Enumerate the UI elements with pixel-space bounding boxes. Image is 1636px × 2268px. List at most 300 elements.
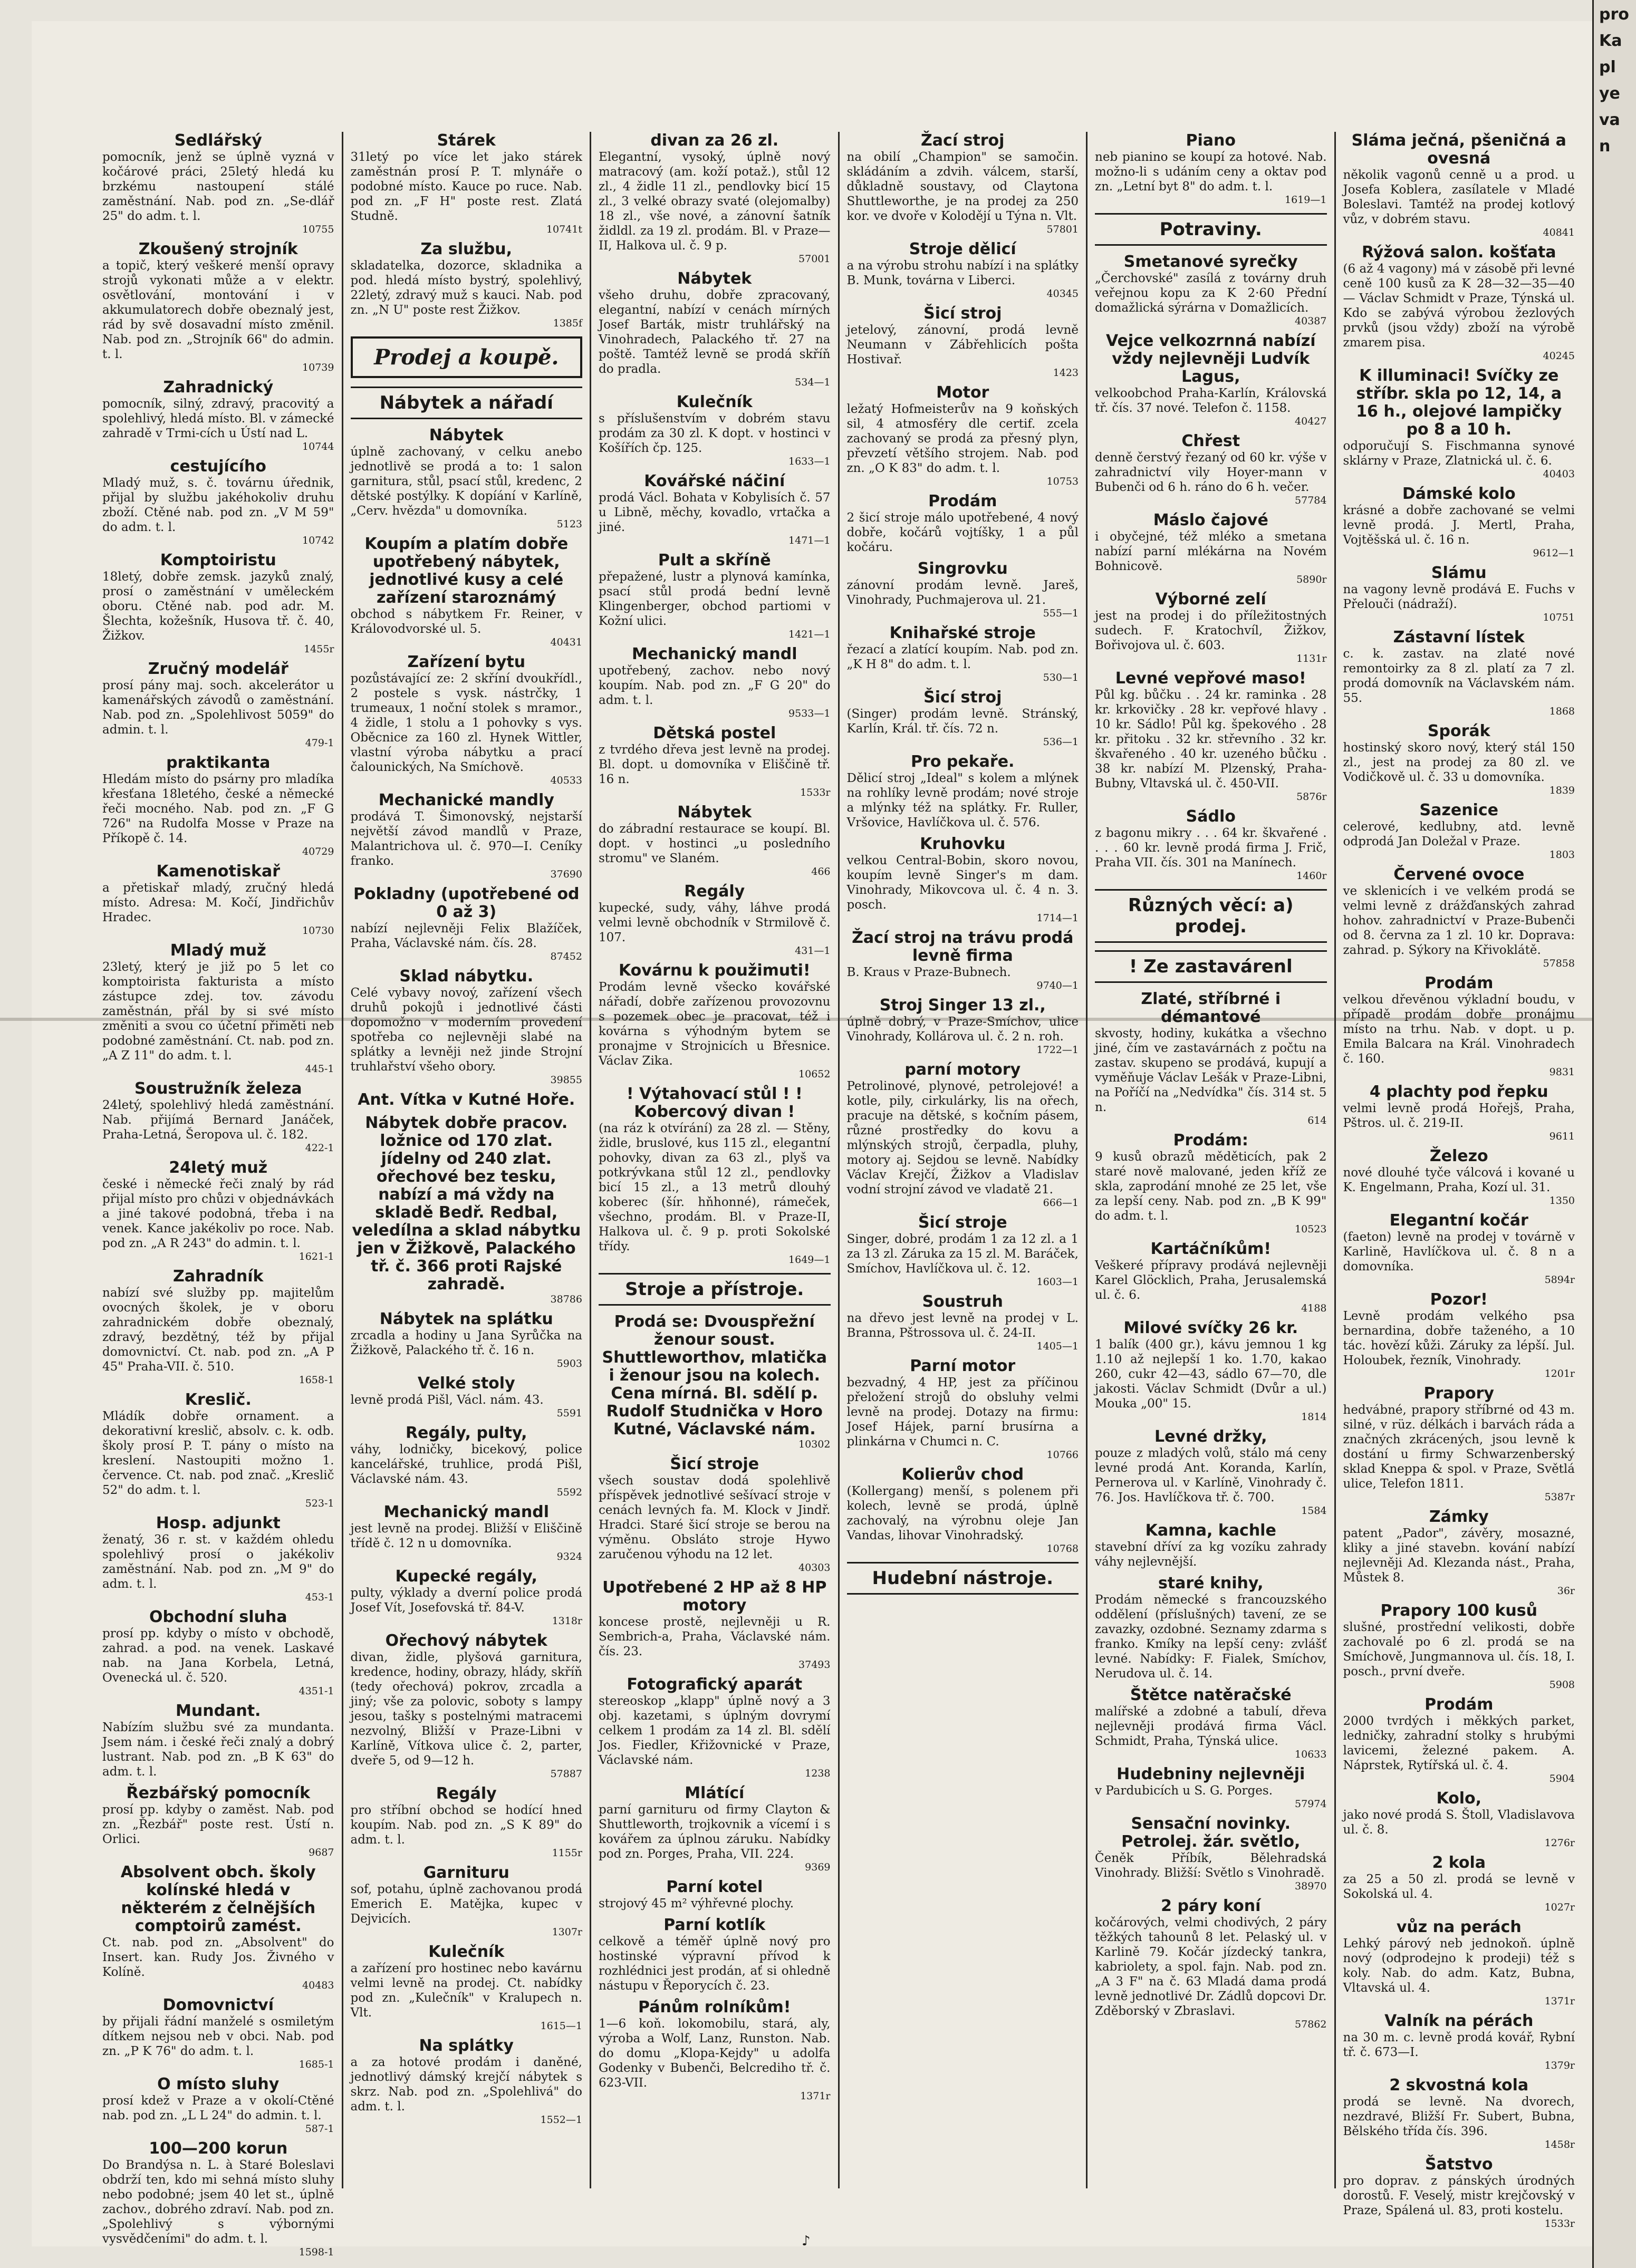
ad-code: 422-1 bbox=[305, 1142, 334, 1154]
ad-code: 10523 bbox=[1295, 1223, 1327, 1235]
ad-heading: Parní kotel bbox=[666, 1878, 763, 1896]
ad-body: a topič, který veškeré menší opravy strojů vykonati může a v elektr. osvětlování, montování i v akkumulatorech dobře obeznalý jest, rád by svě dosavadní místo změnil. Nab. pod zn. „Strojník 66" do admin. t. l. bbox=[102, 259, 334, 361]
ad-heading: divan za 26 zl. bbox=[650, 131, 779, 150]
classified-ad bbox=[102, 1159, 334, 1262]
column-6 bbox=[1336, 131, 1583, 2230]
ad-code: 530—1 bbox=[1043, 672, 1079, 683]
classified-ad bbox=[599, 472, 831, 546]
classified-ad bbox=[351, 1632, 583, 1780]
ad-heading: Šicí stroj bbox=[923, 304, 1002, 323]
ad-body: Hledám místo do psárny pro mladíka křesťana 18letého, české a německé řeči mocného. Nab. pod zn. „F G 726" na Rudolfa Mosse v Praze na Příkopě č. 14. bbox=[102, 773, 334, 845]
ad-code: 5591 bbox=[556, 1407, 582, 1419]
classified-ad bbox=[847, 1466, 1079, 1555]
ad-code: 4351-1 bbox=[299, 1685, 334, 1697]
ad-heading: Zkoušený strojník bbox=[138, 240, 298, 258]
ad-body: přepažené, lustr a plynová kamínka, psací stůl prodá bední levně Klingenberger, obchod partiomi v Kožní ulici. bbox=[599, 570, 831, 628]
ad-body: velmi levně prodá Hořejš, Praha, Pštros. ul. č. 219-II. bbox=[1343, 1102, 1575, 1130]
classified-ad bbox=[1343, 132, 1575, 238]
ad-heading: Singrovku bbox=[917, 559, 1008, 578]
ad-body: Ct. nab. pod zn. „Absolvent" do Insert. kan. Rudy Jos. Živného v Kolíně. bbox=[102, 1936, 334, 1979]
classified-ad bbox=[351, 1568, 583, 1627]
ad-body: krásné a dobře zachované se velmi levně prodá. J. Mertl, Praha, Vojtěšská ul. č. 16 n. bbox=[1343, 504, 1575, 547]
edge-fragment: Ka bbox=[1599, 32, 1622, 50]
ad-body: stereoskop „klapp" úplně nový a 3 obj. kazetami, s úplným dovrymí celkem 1 prodám za 14 zl. Bl. sdělí Jos. Fiedler, Křižovnické v Praze, Václavské nám. bbox=[599, 1694, 831, 1767]
ad-heading: Máslo čajové bbox=[1153, 511, 1268, 529]
ad-heading: Absolvent obch. školy kolínské hledá v některém z čelnějších comptoirů zamést. bbox=[120, 1863, 316, 1935]
ad-heading: Levné držky, bbox=[1154, 1427, 1267, 1446]
section-pawn-heading: ! Ze zastavárenl bbox=[1095, 950, 1327, 983]
ad-heading: parní motory bbox=[904, 1060, 1021, 1079]
classified-ad bbox=[102, 2140, 334, 2258]
section-sale-heading: Prodej a koupě. bbox=[351, 336, 583, 378]
ad-code: 1201r bbox=[1544, 1368, 1575, 1379]
ad-heading: Hudebniny nejlevněji bbox=[1117, 1765, 1305, 1783]
ad-heading: 2 kola bbox=[1432, 1854, 1486, 1872]
ad-heading: Parní kotlík bbox=[663, 1916, 766, 1934]
ad-body: prosí pp. kdyby o zaměst. Nab. pod zn. „Řezbář" poste rest. Ústí n. Orlici. bbox=[102, 1803, 334, 1846]
classified-ad bbox=[1095, 511, 1327, 585]
classified-ad bbox=[1343, 629, 1575, 717]
ad-heading: vůz na perách bbox=[1396, 1918, 1522, 1936]
ad-code: 36r bbox=[1557, 1585, 1575, 1597]
ad-body: Levně prodám velkého psa bernardina, dobře taženého, a 10 tác. hovězí kůži. Záruky za lépší. Jul. Holoubek, řezník, Vinohrady. bbox=[1343, 1309, 1575, 1367]
ad-body: slušné, prostřední velikosti, dobře zachovalé po 6 zl. prodá se na Smíchově, Jungmannova ul. čís. 18, I. posch., první dveře. bbox=[1343, 1620, 1575, 1678]
ad-code: 5123 bbox=[556, 518, 582, 530]
ad-body: i obyčejné, též mléko a smetana nabízí parní mlékárna na Novém Bohnicově. bbox=[1095, 530, 1327, 573]
ad-code: 10744 bbox=[302, 441, 334, 452]
classified-ad bbox=[1095, 1575, 1327, 1681]
ad-code: 10652 bbox=[798, 1068, 831, 1080]
ad-code: 1379r bbox=[1544, 2060, 1575, 2071]
ad-heading: ! Výtahovací stůl ! ! Kobercový divan ! bbox=[626, 1085, 803, 1121]
classified-ad bbox=[102, 942, 334, 1075]
ad-code: 40245 bbox=[1543, 350, 1575, 362]
ad-code: 1131r bbox=[1296, 653, 1327, 664]
classified-ad bbox=[599, 962, 831, 1080]
classified-ad bbox=[1343, 974, 1575, 1078]
ad-heading: Stroje dělicí bbox=[909, 240, 1016, 258]
classified-ad bbox=[102, 1608, 334, 1697]
ad-body: Lehký párový neb jednokoň. úplně nový (odprodejno k prodeji) též s koly. Nab. do adm. Katz, Bubna, Vltavská ul. 4. bbox=[1343, 1937, 1575, 1995]
ad-body: Půl kg. bůčku . . 24 kr. raminka . 28 kr. krkovičky . 28 kr. vepřové hlavy . 10 kr. Sádlo! Půl kg. špekového . 28 kr. přitoku . 32 kr. střevního . 32 kr. škvařeného . 40 kr. uzeného bůčku . 38 kr. nabízí M. Plzenský, Praha-Bubny, Vltavská ul. č. 450-VII. bbox=[1095, 688, 1327, 790]
ad-body: 2 šicí stroje málo upotřebené, 4 nový dobře, kočárů vojtíšky, 1 a půl kočáru. bbox=[846, 511, 1079, 554]
section-music-heading: Hudební nástroje. bbox=[847, 1562, 1079, 1595]
ad-body: bezvadný, 4 HP, jest za příčinou přeložení strojů do obsluhy velmi levně na prodej. Dotazy na firmu: Josef Hájek, parní brusírna a plinkárna v Chumci n. C. bbox=[846, 1376, 1079, 1449]
ad-heading: Soustruh bbox=[922, 1292, 1003, 1311]
ad-body: malířské a zdobné a tabulí, dřeva nejlevněji prodává firma Václ. Schmidt, Praha, Týnská ulice. bbox=[1095, 1705, 1327, 1748]
ad-body: c. k. zastav. na zlaté nové remontoirky za 8 zl. platí za 7 zl. prodá domovník na Václavském nám. 55. bbox=[1343, 647, 1575, 705]
ad-heading: Regály, pulty, bbox=[405, 1424, 527, 1442]
classified-ad bbox=[102, 379, 334, 452]
classified-ad bbox=[847, 1214, 1079, 1288]
classified-ad bbox=[351, 1424, 583, 1498]
ad-body: nabízí nejlevněji Felix Blažíček, Praha, Václavské nám. čís. 28. bbox=[350, 922, 582, 950]
ad-heading: Kupecké regály, bbox=[395, 1567, 537, 1586]
ad-body: a za hotové prodám i daněné, jednotlivý dámský krejčí nábytek s skrz. Nab. pod zn. „Spolehlivá" do adm. t. l. bbox=[350, 2055, 582, 2113]
classified-ad bbox=[351, 1091, 583, 1109]
column-3 bbox=[591, 132, 840, 2188]
ad-code: 1421—1 bbox=[788, 629, 831, 640]
ad-heading: Prapory bbox=[1423, 1384, 1494, 1403]
ad-body: prodá se levně. Na dvorech, nezdravé, Bližší Fr. Subert, Bubna, Bělského třída čís. 396. bbox=[1343, 2095, 1575, 2138]
ad-body: kočárových, velmi chodivých, 2 páry těžkých tahounů 8 let. Pelaský ul. v Karlině 79. Kočár jízdecký tankra, kabriolety, a spol. fajn. Nab. pod zn. „A 3 F" na č. 63 Mladá dama prodá levně jednotlivé Dr. Zádlů dopcovi Dr. Zděborský v Zbraslavi. bbox=[1095, 1916, 1327, 2018]
classified-ad bbox=[599, 1455, 831, 1574]
ad-heading: Mlátící bbox=[685, 1784, 745, 1802]
ad-code: 40427 bbox=[1295, 416, 1327, 427]
classified-ad bbox=[1343, 1212, 1575, 1286]
ad-code: 40403 bbox=[1543, 468, 1575, 480]
classified-ad bbox=[1095, 808, 1327, 882]
ad-code: 5894r bbox=[1544, 1274, 1575, 1286]
ad-heading: Šicí stroje bbox=[670, 1455, 759, 1473]
classified-ad bbox=[1095, 132, 1327, 206]
ad-code: 536—1 bbox=[1043, 736, 1079, 748]
classified-ad bbox=[599, 270, 831, 388]
classified-ad bbox=[102, 552, 334, 655]
ad-code: 1714—1 bbox=[1036, 912, 1079, 924]
classified-ad bbox=[102, 1864, 334, 1991]
ad-code: 9369 bbox=[805, 1861, 831, 1873]
ad-code: 5876r bbox=[1296, 791, 1327, 803]
ad-heading: Milové svíčky 26 kr. bbox=[1123, 1319, 1298, 1337]
ad-code: 614 bbox=[1307, 1115, 1327, 1126]
ad-code: 5903 bbox=[556, 1358, 582, 1369]
ad-body: hostinský skoro nový, který stál 150 zl., jest na prodej za 80 zl. ve Vodičkově ul. č. 33 u domovníka. bbox=[1343, 741, 1575, 784]
column-4 bbox=[840, 132, 1088, 2188]
ad-code: 1238 bbox=[805, 1768, 831, 1779]
ad-body: Nabízím službu své za mundanta. Jsem nám. i české řeči znalý a dobrý lustrant. Nab. pod zn. „B K 63" do adm. t. l. bbox=[102, 1721, 334, 1779]
ad-code: 1685-1 bbox=[299, 2059, 334, 2070]
ad-heading: praktikanta bbox=[166, 754, 271, 772]
footer-mark: ♪ bbox=[802, 2233, 811, 2249]
ad-code: 1619—1 bbox=[1285, 194, 1327, 206]
ad-heading: Domovnictví bbox=[162, 1996, 274, 2014]
ad-body: prosí pány maj. soch. akcelerátor u kamenářských závodů o zaměstnání. Nab. pod zn. „Spolehlivost 5059" do admin. t. l. bbox=[102, 679, 334, 737]
ad-code: 1371r bbox=[1544, 1995, 1575, 2007]
ad-body: (Singer) prodám levně. Stránský, Karlín, Král. tř. čís. 72 n. bbox=[846, 707, 1079, 736]
classified-ad bbox=[351, 1375, 583, 1419]
ad-body: ležatý Hofmeisterův na 9 koňských sil, 4 atmosféry dle certif. zcela zachovaný se prodá za přesný plyn, převzetí většího strojem. Nab. pod zn. „O K 83" do adm. t. l. bbox=[846, 402, 1079, 475]
ad-code: 37493 bbox=[798, 1659, 831, 1671]
ad-heading: Ořechový nábytek bbox=[385, 1632, 547, 1650]
classified-ad bbox=[1343, 2156, 1575, 2230]
ad-body: zánovní prodám levně. Jareš, Vinohrady, Puchmajerova ul. 21. bbox=[846, 578, 1079, 607]
ad-code: 1405—1 bbox=[1036, 1340, 1079, 1352]
ad-code: 1455r bbox=[304, 643, 334, 655]
ad-body: české i německé řeči znalý by rád přijal místo pro chůzi v objednávkách a jiné takové podobná, třeba i na venek. Kance jakékoliv po roce. Nab. pod zn. „A R 243" do admin. t. l. bbox=[102, 1178, 334, 1250]
ad-body: a zařízení pro hostinec nebo kavárnu velmi levně na prodej. Ct. nabídky pod zn. „Kulečník" v Kralupech n. Vlt. bbox=[350, 1962, 582, 2020]
classified-ad bbox=[1095, 1686, 1327, 1760]
classified-ad bbox=[351, 1114, 583, 1305]
ad-body: celerové, kedlubny, atd. levně odprodá Jan Doležal v Praze. bbox=[1343, 820, 1575, 848]
ad-heading: Kovárnu k použimuti! bbox=[618, 961, 811, 980]
ad-heading: Kruhovku bbox=[920, 835, 1006, 853]
ad-heading: K illuminaci! Svíčky ze stříbr. skla po 12, 14, a 16 h., olejové lampičky po 8 a 10 h. bbox=[1356, 366, 1562, 439]
classified-ad bbox=[847, 1293, 1079, 1352]
ad-code: 1552—1 bbox=[540, 2114, 582, 2126]
classified-ad bbox=[102, 132, 334, 235]
ad-code: 57862 bbox=[1295, 2019, 1327, 2030]
ad-heading: Nábytek bbox=[429, 426, 504, 445]
ad-heading: Šicí stroje bbox=[918, 1213, 1007, 1232]
classified-ad bbox=[847, 132, 1079, 235]
ad-body: pro doprav. z pánských úrodných dorostů. F. Veselý, mistr krejčovský v Praze, Spálená ul. 83, proti kostelu. bbox=[1343, 2174, 1575, 2217]
ad-heading: Prapory 100 kusů bbox=[1380, 1601, 1537, 1620]
ad-body: Mládík dobře ornament. a dekorativní kreslič, absolv. c. k. odb. školy prosí P. T. pány o místo na kreslení. Nastoupiti možno 1. července. Ct. nab. pod znač. „Kreslič 52" do adm. t. l. bbox=[102, 1410, 334, 1497]
ad-code: 40345 bbox=[1046, 288, 1079, 300]
classified-ad bbox=[1343, 1602, 1575, 1691]
ad-code: 1423 bbox=[1053, 367, 1079, 379]
ad-heading: 4 plachty pod řepku bbox=[1369, 1083, 1548, 1101]
classified-ad bbox=[847, 624, 1079, 683]
ad-code: 10739 bbox=[302, 362, 334, 373]
classified-ad bbox=[1343, 1291, 1575, 1379]
classified-ad bbox=[102, 1702, 334, 1779]
ad-heading: Sádlo bbox=[1186, 807, 1236, 826]
ad-heading: Mundant. bbox=[176, 1702, 261, 1720]
ad-heading: Komptoiristu bbox=[160, 551, 276, 570]
ad-body: Prodám levně všecko kovářské nářadí, dobře zařízenou provozovnu s pozemek obec je pracovat, též i kovárna s výhodným bytem se pronajme v Strojnicích u Břesnice. Václav Zika. bbox=[599, 980, 831, 1068]
ad-code: 523-1 bbox=[305, 1498, 334, 1509]
classified-ad bbox=[351, 968, 583, 1086]
ad-heading: Koupím a platím dobře upotřebený nábytek, jednotlivé kusy a celé zařízení staroznámý bbox=[364, 535, 569, 607]
classified-ad bbox=[599, 1999, 831, 2102]
classified-ad bbox=[351, 240, 583, 329]
ad-heading: staré knihy, bbox=[1158, 1574, 1264, 1593]
ad-heading: Řezbářský pomocník bbox=[126, 1784, 311, 1802]
ad-heading: Prodám bbox=[1425, 1695, 1494, 1714]
ad-body: Do Brandýsa n. L. à Staré Boleslavi obdrží ten, kdo mi sehná místo sluhy nebo podobné; jsem 40 let st., úplně zachov., dobrého zdraví. Nab. pod zn. „Spolehlivý s výbornými vysvědčeními" do adm. t. l. bbox=[102, 2158, 334, 2246]
ad-code: 1155r bbox=[552, 1847, 582, 1859]
ad-code: 40729 bbox=[302, 846, 334, 857]
ad-body: (6 až 4 vagony) má v zásobě při levné ceně 100 kusů za K 28—32—35—40— Václav Schmidt v Praze, Týnská ul. Kdo se zabývá výrobou žezlových prvků (jsou vždy) zboží na výrobě zmarem pisa. bbox=[1343, 262, 1575, 350]
ad-heading: Prodám bbox=[1425, 974, 1494, 992]
column-5 bbox=[1088, 132, 1336, 2188]
ad-heading: 2 skvostná kola bbox=[1389, 2076, 1529, 2095]
classified-ad bbox=[351, 1785, 583, 1859]
ad-heading: Pánům rolníkům! bbox=[638, 1998, 791, 2016]
ad-body: Singer, dobré, prodám 1 za 12 zl. a 1 za 13 zl. Záruka za 15 zl. M. Baráček, Smíchov, Havlíčkova ul. č. 12. bbox=[846, 1232, 1079, 1276]
ad-heading: 2 páry koní bbox=[1161, 1897, 1261, 1915]
ad-code: 1868 bbox=[1549, 706, 1575, 717]
classified-ad bbox=[1343, 866, 1575, 969]
classified-ad bbox=[599, 883, 831, 957]
classified-ad bbox=[102, 1268, 334, 1386]
ad-code: 40841 bbox=[1543, 227, 1575, 238]
ad-code: 587-1 bbox=[305, 2123, 334, 2135]
ad-heading: Upotřebené 2 HP až 8 HP motory bbox=[602, 1578, 827, 1615]
ad-heading: Chřest bbox=[1181, 432, 1240, 450]
ad-code: 1598-1 bbox=[299, 2246, 334, 2258]
ad-heading: Nábytek dobře pracov. ložnice od 170 zlat. jídelny od 240 zlat. ořechové bez tesku, nabízí a má vždy na skladě Bedř. Redbal, veledílna a sklad nábytku jen v Žižkově, Palackého tř. č. 366 proti Rajské zahradě. bbox=[352, 1114, 581, 1294]
ad-code: 10766 bbox=[1046, 1449, 1079, 1461]
ad-body: divan, židle, plyšová garnitura, kredence, hodiny, obrazy, hlády, skříň (tedy ořechová) pokrov, zrcadla a jiný; vše za polovic, soboty s lampy jesou, tašky s postelnými matracemi nezvolný, Bližší v Praze-Libni v Karlíně, Vítkova ulice č. 2, parter, dveře 5, od 9—12 h. bbox=[350, 1651, 582, 1768]
edge-fragment: pl bbox=[1599, 58, 1616, 76]
classified-ad bbox=[847, 753, 1079, 830]
classified-ad bbox=[351, 132, 583, 235]
classified-ad bbox=[102, 660, 334, 749]
ad-code: 10768 bbox=[1046, 1543, 1079, 1555]
ad-heading: Piano bbox=[1186, 131, 1236, 150]
classified-ad bbox=[102, 1080, 334, 1154]
ad-heading: Kovářské náčiní bbox=[644, 472, 785, 490]
ad-body: „Čerchovské" zasílá z továrny druh veřejnou kopu za K 2·60 Přední domažlická sýrárna v Domažlicích. bbox=[1095, 272, 1327, 315]
ad-heading: Vejce velkozrnná nabízí vždy nejlevněji Ludvík Lagus, bbox=[1106, 332, 1316, 386]
ad-code: 57801 bbox=[1046, 224, 1079, 235]
ad-heading: Valník na pérách bbox=[1384, 2012, 1534, 2030]
ad-body: pro stříbní obchod se hodící hned koupím. Nab. pod zn. „S K 89" do adm. t. l. bbox=[350, 1803, 582, 1847]
classified-ad bbox=[351, 427, 583, 530]
ad-heading: Prodám: bbox=[1173, 1131, 1248, 1150]
ad-body: ženatý, 36 r. st. v každém ohledu spolehlivý prosí o jakékoliv zaměstnání. Nab. pod zn. „M 9" do adm. t. l. bbox=[102, 1533, 334, 1591]
classified-ad bbox=[351, 1943, 583, 2032]
section-machines-heading: Stroje a přístroje. bbox=[599, 1273, 831, 1306]
classified-ad bbox=[847, 997, 1079, 1056]
classified-ad bbox=[351, 1503, 583, 1562]
ad-heading: 24letý muž bbox=[169, 1159, 268, 1177]
ad-heading: Šatstvo bbox=[1425, 2155, 1493, 2174]
ad-heading: Regály bbox=[436, 1784, 497, 1803]
ad-heading: Pozor! bbox=[1430, 1290, 1488, 1309]
classified-ad bbox=[351, 792, 583, 880]
ad-code: 666—1 bbox=[1043, 1197, 1079, 1209]
ad-heading: Velké stoly bbox=[417, 1374, 515, 1393]
ad-code: 9533—1 bbox=[788, 708, 831, 719]
ad-body: na obilí „Champion" se samočin. skládáním a zdvih. válcem, starší, důkladně soustavy, od Claytona Shuttleworthe, je na prodej za 250 kor. ve dvoře v Kolodějí u Týna n. Vlt. bbox=[846, 150, 1079, 223]
ad-heading: Kreslič. bbox=[185, 1391, 252, 1409]
ad-code: 57784 bbox=[1295, 495, 1327, 506]
ad-heading: Sazenice bbox=[1419, 801, 1498, 819]
ad-body: 1—6 koň. lokomobilu, stará, aly, výroba a Wolf, Lanz, Runston. Nab. do domu „Klopa-Kejdy" u adolfa Godenky v Bubenči, Belcrediho tř. č. 623-VII. bbox=[599, 2017, 831, 2090]
ad-heading: Zařízení bytu bbox=[407, 653, 526, 671]
ad-code: 534—1 bbox=[795, 377, 831, 388]
ad-body: skvosty, hodiny, kukátka a všechno jiné, čím ve zastavárnách z počtu na zastav. skupeno se prodává, kupují a vyměňuje Václav Lešák v Praze-Libni, na Poříčí na „Nedvídka" čís. 314 st. 5 n. bbox=[1095, 1027, 1327, 1114]
classified-ad bbox=[1095, 253, 1327, 327]
ad-body: 9 kusů obrazů měděticích, pak 2 staré nově malované, jeden kříž ze skla, zaprodání mnohé ze 25 let, vše za lepší ceny. Nab. pod zn. „B K 99" do adm. t. l. bbox=[1095, 1150, 1327, 1223]
ad-heading: Stroj Singer 13 zl., bbox=[879, 996, 1046, 1015]
ad-heading: Nábytek bbox=[677, 269, 752, 288]
ad-code: 10751 bbox=[1543, 612, 1575, 623]
ad-code: 1350 bbox=[1549, 1195, 1575, 1207]
ad-code: 1839 bbox=[1549, 785, 1575, 796]
classified-ad bbox=[102, 1784, 334, 1858]
ad-code: 1533r bbox=[1544, 2218, 1575, 2230]
ad-body: obchod s nábytkem Fr. Reiner, v Královodvorské ul. 5. bbox=[350, 607, 582, 636]
ad-heading: Nábytek bbox=[677, 803, 752, 822]
ad-body: všech soustav dodá spolehlivě příspěvek jednotlivé sešívací stroje v cenách levných fa. M. Klock v Jindř. Hradci. Staré šicí stroje se berou na výměnu. Obsláto stroje Hywo zaručenou výhodu na 12 let. bbox=[599, 1474, 831, 1561]
classified-ad bbox=[1343, 485, 1575, 559]
ad-body: jest na prodej i do příležitostných sudech. F. Kratochvíl, Žižkov, Bořivojova ul. č. 603. bbox=[1095, 609, 1327, 652]
ad-code: 5908 bbox=[1549, 1679, 1575, 1691]
ad-code: 1027r bbox=[1544, 1902, 1575, 1913]
ad-body: pomocník, silný, zdravý, pracovitý a spolehlivý, hledá místo. Bl. v zámecké zahradě v Trmi-cích u Ústí nad L. bbox=[102, 397, 334, 440]
ad-heading: Zámky bbox=[1429, 1508, 1489, 1526]
ad-body: prodá Václ. Bohata v Kobylisích č. 57 u Libně, měchy, kovadlo, vrtačka a jiné. bbox=[599, 491, 831, 534]
ad-body: 23letý, který je již po 5 let co komptoirista fakturista a místo zástupce zdej. tov. závodu zaměstnán, přál by si své místo změniti a svou co účetní přiměti neb podobné zaměstnání. Ct. nab. pod zn. „A Z 11" do adm. t. l. bbox=[102, 960, 334, 1063]
ad-body: nové dlouhé tyče válcová i kované u K. Engelmann, Praha, Kozí ul. 31. bbox=[1343, 1166, 1575, 1194]
ad-heading: Mechanický mandl bbox=[383, 1503, 550, 1521]
classified-ad bbox=[599, 1579, 831, 1671]
ad-body: do zábradní restaurace se koupí. Bl. dopt. v hostinci „u posledního stromu" ve Slaném. bbox=[599, 822, 831, 865]
ad-body: velkou Central-Bobin, skoro novou, koupím levně Singer's m dam. Vinohrady, Mikovcova ul. č. 4 n. 3. posch. bbox=[846, 854, 1079, 912]
ad-body: úplně dobrý, v Praze-Smíchov, ulice Vinohrady, Kollárova ul. č. 2 n. roh. bbox=[846, 1015, 1079, 1044]
ad-body: B. Kraus v Praze-Bubnech. bbox=[846, 966, 1011, 979]
ad-code: 1621-1 bbox=[299, 1251, 334, 1262]
classified-columns bbox=[95, 131, 1582, 2258]
ad-body: skladatelka, dozorce, skladnika a pod. hledá místo bystrý, spolehlivý, 22letý, zdravý muž s kauci. Nab. pod zn. „N U" poste rest Žižkov. bbox=[350, 259, 582, 317]
classified-ad bbox=[599, 1878, 831, 1911]
classified-ad bbox=[847, 689, 1079, 748]
classified-ad bbox=[1095, 990, 1327, 1126]
ad-heading: Pro pekaře. bbox=[911, 752, 1015, 771]
classified-ad bbox=[102, 863, 334, 937]
ad-heading: Železo bbox=[1429, 1147, 1488, 1165]
classified-ad bbox=[1343, 2077, 1575, 2150]
ad-body: velkoobchod Praha-Karlín, Královská tř. čís. 37 nové. Telefon č. 1158. bbox=[1095, 387, 1327, 415]
ad-code: 57001 bbox=[798, 253, 831, 265]
ad-heading: Za službu, bbox=[420, 240, 513, 258]
ad-heading: Dětská postel bbox=[653, 724, 776, 742]
classified-ad bbox=[599, 393, 831, 467]
ad-body: pouze z mladých volů, stálo má ceny levné prodá Ant. Koranda, Karlín, Pernerova ul. v Karlíně, Vinohrady č. 76. Jos. Havlíčkova tř. č. 700. bbox=[1095, 1446, 1327, 1504]
classified-ad bbox=[1343, 722, 1575, 796]
ad-heading: Pokladny (upotřebené od 0 až 3) bbox=[353, 885, 580, 921]
ad-code: 10633 bbox=[1295, 1749, 1327, 1760]
ad-heading: Kolo, bbox=[1436, 1789, 1482, 1808]
ad-body: velkou dřevěnou výkladní boudu, v případě prodám dobře pronájmu místo na trhu. Nab. v dopt. u p. Emila Balcara na Král. Vinohradech č. 160. bbox=[1343, 993, 1575, 1066]
ad-heading: Výborné zelí bbox=[1155, 590, 1266, 609]
ad-heading: Soustružník železa bbox=[134, 1079, 302, 1098]
classified-ad bbox=[847, 305, 1079, 379]
ad-heading: Prodám bbox=[928, 492, 997, 510]
classified-ad bbox=[102, 1391, 334, 1509]
ad-heading: Šicí stroj bbox=[923, 688, 1002, 707]
next-page-edge bbox=[1592, 0, 1636, 2268]
ad-body: parní garnituru od firmy Clayton & Shuttleworth, trojkovnik a vícemí i s kovářem za úplnou záruku. Nabídky pod zn. Porges, Praha, VII. 224. bbox=[599, 1803, 831, 1861]
classified-ad bbox=[1343, 1083, 1575, 1142]
ad-heading: Nábytek na splátku bbox=[379, 1310, 553, 1328]
classified-ad bbox=[599, 1085, 831, 1266]
classified-ad bbox=[1095, 1428, 1327, 1517]
column-2 bbox=[343, 132, 592, 2188]
classified-ad bbox=[847, 1357, 1079, 1461]
ad-heading: Ant. Vítka v Kutné Hoře. bbox=[358, 1090, 575, 1109]
classified-ad bbox=[1343, 1385, 1575, 1503]
ad-code: 10755 bbox=[302, 224, 334, 235]
classified-ad bbox=[1343, 564, 1575, 623]
ad-code: 38786 bbox=[550, 1294, 582, 1305]
ad-heading: Garnituru bbox=[423, 1864, 509, 1882]
ad-code: 40303 bbox=[798, 1562, 831, 1574]
ad-code: 1658-1 bbox=[299, 1374, 334, 1386]
classified-ad bbox=[599, 1784, 831, 1873]
ad-code: 4188 bbox=[1301, 1302, 1327, 1314]
ad-body: Mladý muž, s. č. továrnu úřednik, přijal by službu jakéhokoliv druhu zboží. Ctěné nab. pod zn. „V M 59" do adm. t. l. bbox=[102, 476, 334, 534]
classified-ad bbox=[1343, 1790, 1575, 1849]
ad-body: Prodám německé s francouzského oddělení (příslušných) tavení, ze se zavazky, ozdobné. Seznamy zdarma s franko. Kmíky na lepší ceny: zvlášť levné. Nabídky: F. Fialek, Smíchov, Nerudova ul. č. 14. bbox=[1095, 1593, 1327, 1681]
ad-body: několik vagonů cenně u a prod. u Josefa Koblera, zasílatele v Mladé Boleslavi. Tamtéž na prodej kotlový vůz, v dobrém stavu. bbox=[1343, 168, 1575, 226]
section-furniture-heading: Nábytek a nářadí bbox=[351, 387, 583, 419]
ad-heading: O místo sluhy bbox=[157, 2075, 280, 2093]
ad-body: zrcadla a hodiny u Jana Syrůčka na Žižkově, Palackého tř. č. 16 n. bbox=[350, 1329, 582, 1357]
ad-code: 57887 bbox=[550, 1768, 582, 1780]
ad-code: 5387r bbox=[1544, 1491, 1575, 1503]
ad-body: a přetiskař mladý, zručný hledá místo. Adresa: M. Kočí, Jindřichův Hradec. bbox=[102, 881, 334, 924]
ad-body: jest levně na prodej. Bližší v Eliščině třídě č. 12 n u domovníka. bbox=[350, 1522, 582, 1550]
classified-ad bbox=[351, 885, 583, 962]
classified-ad bbox=[599, 1313, 831, 1450]
edge-fragment: n bbox=[1599, 137, 1611, 156]
